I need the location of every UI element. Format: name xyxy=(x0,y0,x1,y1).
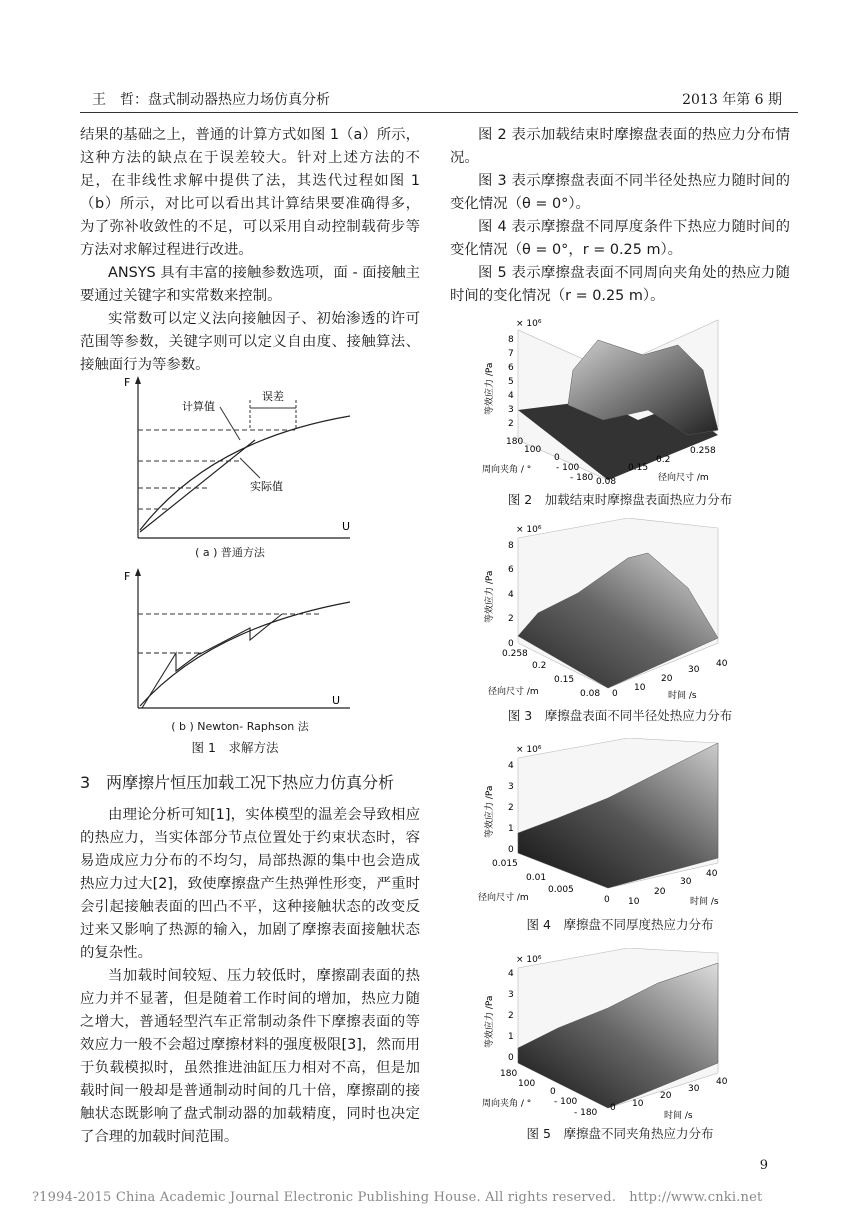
time-tick: 20 xyxy=(660,1091,672,1101)
right-column-text xyxy=(450,124,790,308)
paragraph: 图 2 表示加载结束时摩擦盘表面的热应力分布情况。 xyxy=(450,127,790,166)
radius-axis-label: 径向尺寸 /m xyxy=(658,473,709,483)
z-tick: 0 xyxy=(508,1053,514,1063)
angle-tick: - 180 xyxy=(574,1108,598,1118)
figure-1b-diagram xyxy=(110,568,360,718)
z-tick: 3 xyxy=(508,782,514,792)
z-tick: 3 xyxy=(508,990,514,1000)
time-tick: 30 xyxy=(688,665,700,675)
figure-1-caption: 图 1 求解方法 xyxy=(191,740,279,755)
section-body xyxy=(80,804,420,1149)
z-tick: 0 xyxy=(508,639,514,649)
angle-axis-label: 周向夹角 / ° xyxy=(482,465,532,475)
time-tick: 40 xyxy=(716,1077,728,1087)
radius-tick: 0.08 xyxy=(596,477,617,487)
z-axis-label: 等效应力 /Pa xyxy=(485,362,495,415)
left-column-text xyxy=(80,124,420,377)
radius-tick: 0.01 xyxy=(526,873,547,883)
radius-tick: 0.15 xyxy=(554,675,575,685)
copyright-footer: ?1994-2015 China Academic Journal Electronic Publishing House. All rights reserved. http://www.cnki.net xyxy=(32,1190,763,1205)
figure-1b-subcaption: ( b ) Newton- Raphson 法 xyxy=(171,720,309,733)
exponent-label: × 10⁶ xyxy=(516,525,542,535)
z-tick: 2 xyxy=(508,1011,514,1021)
radius-axis-label: 径向尺寸 /m xyxy=(478,893,529,903)
z-axis-label: 等效应力 /Pa xyxy=(485,995,495,1048)
section-heading: 3 两摩擦片恒压加载工况下热应力仿真分析 xyxy=(80,773,395,792)
z-tick: 5 xyxy=(508,377,514,387)
radius-axis-label: 径向尺寸 /m xyxy=(488,687,539,697)
time-tick: 40 xyxy=(716,659,728,669)
figure-4-surface-plot xyxy=(478,738,738,908)
angle-tick: 100 xyxy=(518,1079,536,1089)
header-rule xyxy=(80,112,798,113)
angle-tick: 180 xyxy=(500,1069,518,1079)
figure-2-caption: 图 2 加载结束时摩擦盘表面热应力分布 xyxy=(507,492,733,507)
time-axis-label: 时间 /s xyxy=(664,1111,693,1121)
paragraph: 当加载时间较短、压力较低时，摩擦副表面的热应力并不显著，但是随着工作时间的增加，热应力随之增大，普通轻型汽车正常制动条件下摩擦表面的等效应力一般不会超过摩擦材料的强度极限[3]，然而用于负载模拟时，虽然推进油缸压力相对不高，但是加载时间一般却是普通制动时间的几十倍，摩擦副的接触状态既影响了盘式制动器的加载精度，同时也决定了合理的加载时间范围。 xyxy=(80,968,420,1145)
axis-label-f: F xyxy=(124,570,131,583)
label-error: 误差 xyxy=(262,390,284,403)
radius-tick: 0.258 xyxy=(502,649,528,659)
z-tick: 4 xyxy=(508,391,514,401)
z-axis-label: 等效应力 /Pa xyxy=(485,570,495,623)
angle-tick: - 100 xyxy=(554,1097,578,1107)
figure-4-caption: 图 4 摩擦盘不同厚度热应力分布 xyxy=(526,917,714,932)
z-tick: 2 xyxy=(508,803,514,813)
paragraph: 图 5 表示摩擦盘表面不同周向夹角处的热应力随时间的变化情况（r = 0.25 m）。 xyxy=(450,265,790,304)
paragraph: 结果的基础之上，普通的计算方式如图 1（a）所示，这种方法的缺点在于误差较大。针对上述方法的不足，在非线性求解中提供了法，其迭代过程如图 1（b）所示，对比可以看出其计算结果要准确得多，为了弥补收敛性的不足，可以采用自动控制载荷步等方法对求解过程进行改进。 xyxy=(80,127,420,258)
radius-tick: 0.2 xyxy=(656,455,671,465)
z-tick: 2 xyxy=(508,614,514,624)
z-tick: 2 xyxy=(508,419,514,429)
z-tick: 0 xyxy=(508,845,514,855)
angle-axis-label: 周向夹角 / ° xyxy=(482,1099,532,1109)
exponent-label: × 10⁶ xyxy=(516,745,542,755)
angle-tick: 0 xyxy=(554,453,560,463)
z-tick: 4 xyxy=(508,969,514,979)
radius-tick: 0.2 xyxy=(532,661,547,671)
z-tick: 3 xyxy=(508,405,514,415)
time-tick: 10 xyxy=(628,897,640,907)
radius-tick: 0.15 xyxy=(628,463,649,473)
angle-tick: 100 xyxy=(524,445,542,455)
exponent-label: × 10⁶ xyxy=(516,955,542,965)
z-axis-label: 等效应力 /Pa xyxy=(485,785,495,838)
time-tick: 30 xyxy=(688,1084,700,1094)
radius-tick: 0.015 xyxy=(492,859,518,869)
label-actual: 实际值 xyxy=(250,480,283,493)
running-header-issue: 2013 年第 6 期 xyxy=(682,92,782,108)
paragraph: 由理论分析可知[1]，实体模型的温差会导致相应的热应力，当实体部分节点位置处于约束状态时，容易造成应力分布的不均匀，局部热源的集中也会造成热应力过大[2]，致使摩擦盘产生热弹性形变，严重时会引起接触表面的凹凸不平，这种接触状态的改变反过来又影响了热源的输入，加剧了摩擦表面接触状态的复杂性。 xyxy=(80,807,420,961)
z-tick: 1 xyxy=(508,1032,514,1042)
radius-tick: 0.08 xyxy=(580,689,601,699)
angle-tick: 0 xyxy=(550,1087,556,1097)
exponent-label: × 10⁶ xyxy=(516,319,542,329)
figure-5-caption: 图 5 摩擦盘不同夹角热应力分布 xyxy=(526,1126,714,1141)
radius-tick: 0.005 xyxy=(548,885,574,895)
time-tick: 10 xyxy=(632,1099,644,1109)
time-axis-label: 时间 /s xyxy=(690,897,719,907)
time-tick: 20 xyxy=(654,887,666,897)
time-tick: 0 xyxy=(612,689,618,699)
label-calculated: 计算值 xyxy=(182,400,215,413)
time-tick: 20 xyxy=(661,674,673,684)
radius-tick: 0.258 xyxy=(690,446,716,456)
time-tick: 10 xyxy=(634,683,646,693)
z-tick: 6 xyxy=(508,363,514,373)
figure-3-caption: 图 3 摩擦盘表面不同半径处热应力分布 xyxy=(507,708,733,723)
angle-tick: 180 xyxy=(506,437,524,447)
z-tick: 7 xyxy=(508,349,514,359)
figure-1a-subcaption: ( a ) 普通方法 xyxy=(195,546,265,559)
time-tick: 30 xyxy=(680,877,692,887)
z-tick: 1 xyxy=(508,824,514,834)
paragraph: ANSYS 具有丰富的接触参数选项，面 - 面接触主要通过关键字和实常数来控制。 xyxy=(80,265,420,304)
angle-tick: - 100 xyxy=(556,463,580,473)
running-header-title: 王 哲：盘式制动器热应力场仿真分析 xyxy=(92,92,330,108)
axis-label-u: U xyxy=(332,694,341,707)
z-tick: 4 xyxy=(508,761,514,771)
paragraph: 图 4 表示摩擦盘不同厚度条件下热应力随时间的变化情况（θ = 0°，r = 0.25 m）。 xyxy=(450,219,790,258)
time-tick: 40 xyxy=(706,869,718,879)
page-number: 9 xyxy=(759,1158,768,1173)
z-tick: 8 xyxy=(508,541,514,551)
paragraph: 实常数可以定义法向接触因子、初始渗透的许可范围等参数，关键字则可以定义自由度、接触算法、接触面行为等参数。 xyxy=(80,311,420,373)
time-tick: 0 xyxy=(610,1103,616,1113)
figure-3-surface-plot xyxy=(478,518,738,703)
axis-label-f: F xyxy=(124,376,131,389)
time-axis-label: 时间 /s xyxy=(668,691,697,701)
z-tick: 8 xyxy=(508,335,514,345)
z-tick: 6 xyxy=(508,565,514,575)
figure-5-surface-plot xyxy=(478,948,738,1123)
paragraph: 图 3 表示摩擦盘表面不同半径处热应力随时间的变化情况（θ = 0°）。 xyxy=(450,173,790,212)
axis-label-u: U xyxy=(342,520,351,533)
angle-tick: - 180 xyxy=(570,473,594,483)
z-tick: 4 xyxy=(508,590,514,600)
radius-tick: 0 xyxy=(604,895,610,905)
figure-1a-diagram xyxy=(110,370,360,565)
figure-2-surface-plot xyxy=(478,310,738,490)
